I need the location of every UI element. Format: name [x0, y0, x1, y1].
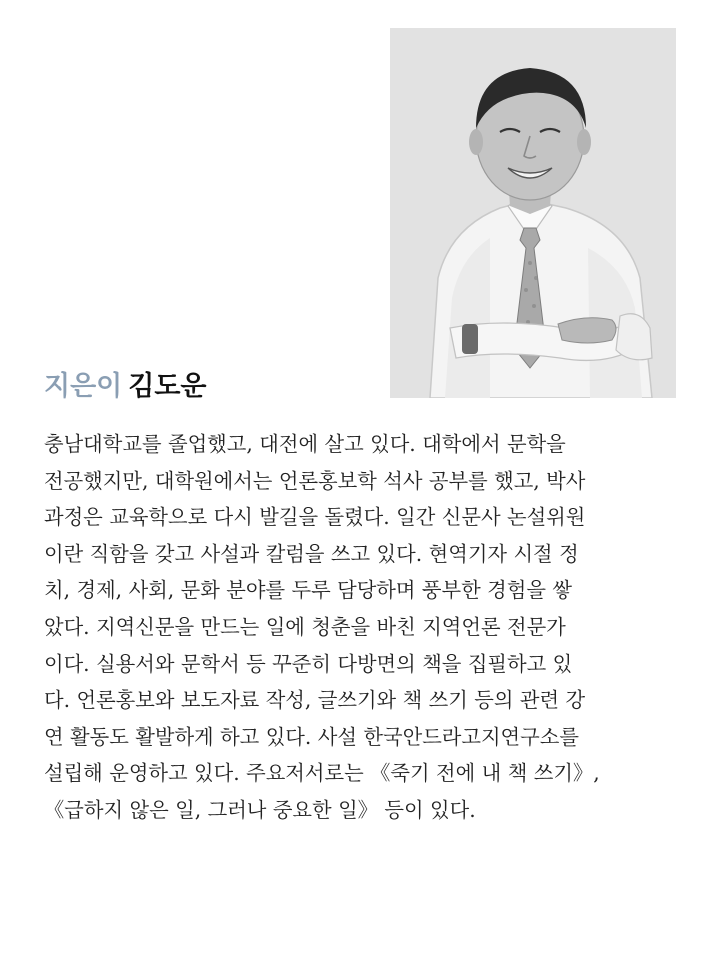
- bio-line: 전공했지만, 대학원에서는 언론홍보학 석사 공부를 했고, 박사: [44, 468, 586, 493]
- bio-line: 과정은 교육학으로 다시 발길을 돌렸다. 일간 신문사 논설위원: [44, 505, 586, 530]
- author-byline: [44, 364, 207, 403]
- author-biography: [44, 426, 684, 829]
- bio-line: 다. 언론홍보와 보도자료 작성, 글쓰기와 책 쓰기 등의 관련 강: [44, 688, 586, 713]
- bio-line: 이란 직함을 갖고 사설과 칼럼을 쓰고 있다. 현역기자 시절 정: [44, 541, 579, 566]
- bio-line: 설립해 운영하고 있다. 주요저서로는 《죽기 전에 내 책 쓰기》,: [44, 761, 600, 786]
- author-name: 김도운: [128, 371, 207, 402]
- bio-line: 았다. 지역신문을 만드는 일에 청춘을 바친 지역언론 전문가: [44, 614, 566, 639]
- author-role-label: 지은이: [44, 371, 123, 402]
- author-photo: [390, 28, 676, 398]
- bio-line: 충남대학교를 졸업했고, 대전에 살고 있다. 대학에서 문학을: [44, 432, 566, 456]
- bio-line: 연 활동도 활발하게 하고 있다. 사설 한국안드라고지연구소를: [44, 724, 579, 749]
- bio-line: 치, 경제, 사회, 문화 분야를 두루 담당하며 풍부한 경험을 쌓: [44, 578, 572, 603]
- author-portrait-image: [390, 28, 676, 398]
- bio-line: 《급하지 않은 일, 그러나 중요한 일》 등이 있다.: [44, 797, 476, 822]
- bio-line: 이다. 실용서와 문학서 등 꾸준히 다방면의 책을 집필하고 있: [44, 651, 573, 676]
